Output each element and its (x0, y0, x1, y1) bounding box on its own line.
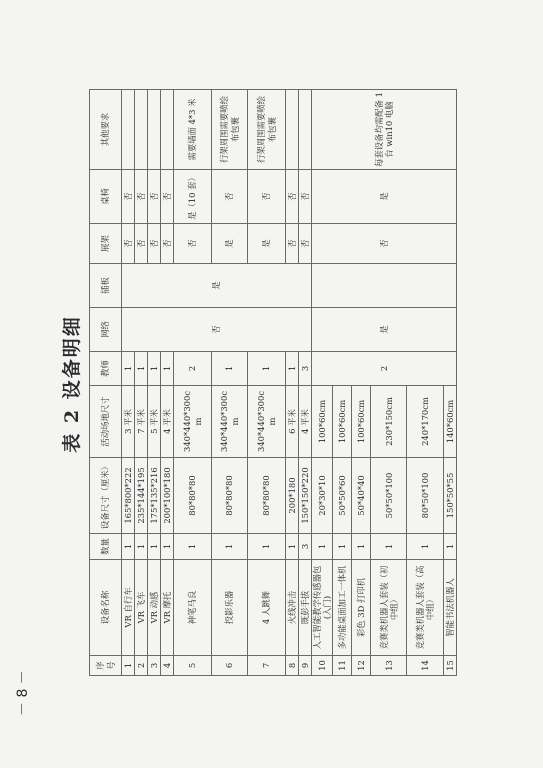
cell-venue: 340*440*300cm (174, 386, 212, 458)
cell-name: VR 飞车 (135, 560, 148, 656)
cell-venue: 340*440*300cm (248, 386, 286, 458)
cell-qty: 1 (333, 534, 352, 560)
cell-rack: 否 (299, 224, 312, 264)
cell-chair: 否 (148, 170, 161, 224)
cell-chair: 否 (212, 170, 248, 224)
cell-no: 8 (286, 656, 299, 676)
cell-teachers: 1 (248, 352, 286, 386)
cell-no: 10 (312, 656, 333, 676)
table-row (161, 90, 174, 676)
cell-rack: 否 (148, 224, 161, 264)
cell-rack: 否 (135, 224, 148, 264)
cell-rack: 否 (174, 224, 212, 264)
cell-venue: 4 平米 (161, 386, 174, 458)
cell-size: 20*30*10 (312, 458, 333, 534)
cell-name: 竞赛类机器人套装（高中组） (407, 560, 444, 656)
cell-other (286, 90, 299, 170)
cell-size: 200*180 (286, 458, 299, 534)
table-row (248, 90, 286, 676)
cell-no: 14 (407, 656, 444, 676)
header-rack: 展架 (90, 224, 122, 264)
cell-qty: 1 (135, 534, 148, 560)
cell-teachers: 1 (161, 352, 174, 386)
cell-teachers-merged: 2 (312, 352, 457, 386)
cell-name: VR 自行车 (122, 560, 135, 656)
header-teachers: 教师 (90, 352, 122, 386)
cell-network-merged: 是 (312, 308, 457, 352)
cell-qty: 1 (407, 534, 444, 560)
cell-qty: 1 (312, 534, 333, 560)
cell-name: 投影乐器 (212, 560, 248, 656)
cell-other (135, 90, 148, 170)
cell-qty: 1 (212, 534, 248, 560)
cell-venue: 140*60cm (444, 386, 457, 458)
cell-chair: 否 (122, 170, 135, 224)
cell-size: 50*50*60 (333, 458, 352, 534)
cell-name: 智能书法机器人 (444, 560, 457, 656)
cell-no: 15 (444, 656, 457, 676)
cell-no: 4 (161, 656, 174, 676)
cell-no: 1 (122, 656, 135, 676)
cell-rack: 否 (161, 224, 174, 264)
header-network: 网络 (90, 308, 122, 352)
cell-other-merged: 每套设备均需配备 1 台 win10 电脑 (312, 90, 457, 170)
cell-name: VR 摩托 (161, 560, 174, 656)
cell-no: 6 (212, 656, 248, 676)
cell-qty: 1 (248, 534, 286, 560)
cell-chair: 是（10 套） (174, 170, 212, 224)
cell-teachers: 1 (135, 352, 148, 386)
cell-rack-merged: 否 (312, 224, 457, 264)
table-row (122, 90, 135, 676)
cell-no: 12 (352, 656, 371, 676)
cell-rack: 否 (286, 224, 299, 264)
cell-name: 4 人跳舞 (248, 560, 286, 656)
cell-socket-merged (312, 264, 457, 308)
cell-size: 80*80*80 (212, 458, 248, 534)
cell-size: 80*80*80 (174, 458, 212, 534)
cell-name: 神笔马良 (174, 560, 212, 656)
cell-venue: 6 平米 (286, 386, 299, 458)
cell-venue: 100*60cm (333, 386, 352, 458)
header-socket: 插板 (90, 264, 122, 308)
cell-network-merged: 否 (122, 308, 312, 352)
cell-name: 竞赛类机器人套装（初中组） (371, 560, 407, 656)
cell-venue: 4 平米 (299, 386, 312, 458)
cell-size: 80*80*80 (248, 458, 286, 534)
cell-size: 50*50*100 (371, 458, 407, 534)
cell-size: 50*40*40 (352, 458, 371, 534)
cell-qty: 1 (122, 534, 135, 560)
cell-teachers: 1 (286, 352, 299, 386)
cell-rack: 是 (212, 224, 248, 264)
cell-teachers: 3 (299, 352, 312, 386)
cell-size: 175*135*216 (148, 458, 161, 534)
cell-name: 多功能桌面加工一体机 (333, 560, 352, 656)
table-row (299, 90, 312, 676)
equipment-table (89, 89, 457, 676)
header-name: 设备名称 (90, 560, 122, 656)
cell-venue: 100*60cm (352, 386, 371, 458)
header-other: 其他要求 (90, 90, 122, 170)
cell-other (161, 90, 174, 170)
cell-rack: 是 (248, 224, 286, 264)
cell-no: 5 (174, 656, 212, 676)
table-row (212, 90, 248, 676)
header-qty: 数量 (90, 534, 122, 560)
cell-size: 165*800*222 (122, 458, 135, 534)
cell-qty: 1 (174, 534, 212, 560)
cell-qty: 1 (161, 534, 174, 560)
cell-name: VR 动感 (148, 560, 161, 656)
cell-rack: 否 (122, 224, 135, 264)
cell-other (122, 90, 135, 170)
cell-chair: 否 (299, 170, 312, 224)
cell-teachers: 1 (212, 352, 248, 386)
cell-name: 彩色 3D 打印机 (352, 560, 371, 656)
table-row (135, 90, 148, 676)
cell-socket-merged: 是 (122, 264, 312, 308)
cell-size: 150*150*220 (299, 458, 312, 534)
cell-qty: 1 (352, 534, 371, 560)
cell-size: 150*50*55 (444, 458, 457, 534)
cell-name: 既彭手拔 (299, 560, 312, 656)
cell-venue: 340*440*300cm (212, 386, 248, 458)
cell-other (299, 90, 312, 170)
cell-qty: 1 (371, 534, 407, 560)
header-chair: 桌椅 (90, 170, 122, 224)
cell-chair: 否 (248, 170, 286, 224)
cell-qty: 3 (299, 534, 312, 560)
cell-no: 3 (148, 656, 161, 676)
table-row (286, 90, 299, 676)
cell-no: 9 (299, 656, 312, 676)
cell-teachers: 1 (122, 352, 135, 386)
cell-venue: 3 平米 (122, 386, 135, 458)
cell-other: 行架周围需要喷绘布包裹 (248, 90, 286, 170)
cell-venue: 230*150cm (371, 386, 407, 458)
header-venue: 活动场地尺寸 (90, 386, 122, 458)
cell-no: 2 (135, 656, 148, 676)
cell-venue: 240*170cm (407, 386, 444, 458)
page-number: － 8 － (15, 670, 31, 716)
cell-other: 行架周围需要喷绘布包裹 (212, 90, 248, 170)
cell-venue: 100*60cm (312, 386, 333, 458)
header-size: 设备尺寸（厘米） (90, 458, 122, 534)
table-row (312, 90, 333, 676)
table-row (148, 90, 161, 676)
cell-other (148, 90, 161, 170)
cell-size: 235*144*195 (135, 458, 148, 534)
cell-qty: 1 (148, 534, 161, 560)
header-no: 序号 (90, 656, 122, 676)
cell-chair: 否 (135, 170, 148, 224)
cell-venue: 5 平米 (148, 386, 161, 458)
cell-teachers: 1 (148, 352, 161, 386)
table-row (174, 90, 212, 676)
cell-qty: 1 (444, 534, 457, 560)
cell-size: 200*100*180 (161, 458, 174, 534)
table-title: 表 2 设备明细 (61, 315, 83, 453)
cell-name: 火线冲击 (286, 560, 299, 656)
cell-chair: 否 (161, 170, 174, 224)
cell-other: 需要墙面 4*3 米 (174, 90, 212, 170)
cell-teachers: 2 (174, 352, 212, 386)
cell-no: 11 (333, 656, 352, 676)
cell-size: 80*50*100 (407, 458, 444, 534)
cell-no: 13 (371, 656, 407, 676)
cell-chair-merged: 是 (312, 170, 457, 224)
header-row (90, 90, 122, 676)
cell-venue: 7 平米 (135, 386, 148, 458)
cell-qty: 1 (286, 534, 299, 560)
cell-name: 人工智能教学传感器包(入门) (312, 560, 333, 656)
cell-chair: 否 (286, 170, 299, 224)
cell-no: 7 (248, 656, 286, 676)
